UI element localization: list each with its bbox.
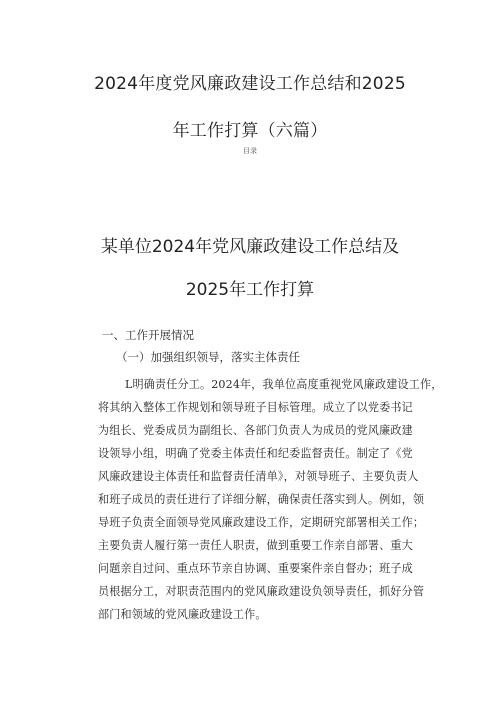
toc-label: 目录 [243,147,257,155]
body-paragraph [98,373,443,626]
section-heading: 一、工作开展情况 [102,328,194,342]
paragraph-line: 设领导小组，明确了党委主体责任和纪委监督责任。制定了《党 [98,447,413,460]
paragraph-line: 主要负责人履行第一责任人职责，做到重要工作亲自部署、重大 [98,539,413,552]
document-title-line-1: 2024年度党风廉政建设工作总结和2025 [94,74,406,94]
article-title-line-2: 2025年工作打算 [185,280,315,300]
paragraph-line: 问题亲自过问、重点环节亲自协调、重要案件亲自督办；班子成 [98,562,413,575]
paragraph-line: 风廉政建设主体责任和监督责任清单》，对领导班子、主要负责人 [98,470,419,483]
paragraph-line: L明确责任分工。2024年，我单位高度重视党风廉政建设工作， [125,378,443,391]
paragraph-line: 和班子成员的责任进行了详细分解，确保责任落实到人。例如，领 [98,493,425,506]
paragraph-line: 导班子负责全面领导党风廉政建设工作，定期研究部署相关工作； [98,516,425,529]
paragraph-line: 将其纳入整体工作规划和领导班子目标管理。成立了以党委书记 [98,401,413,414]
article-title-line-1: 某单位2024年党风廉政建设工作总结及 [100,237,400,257]
paragraph-line: 部门和领域的党风廉政建设工作。 [98,608,267,621]
paragraph-line: 为组长、党委成员为副组长、各部门负责人为成员的党风廉政建 [98,424,413,437]
subsection-heading: （一）加强组织领导，落实主体责任 [116,350,300,364]
document-title-line-2: 年工作打算（六篇） [172,121,328,141]
paragraph-line: 员根据分工，对职责范围内的党风廉政建设负领导责任，抓好分管 [98,585,425,598]
